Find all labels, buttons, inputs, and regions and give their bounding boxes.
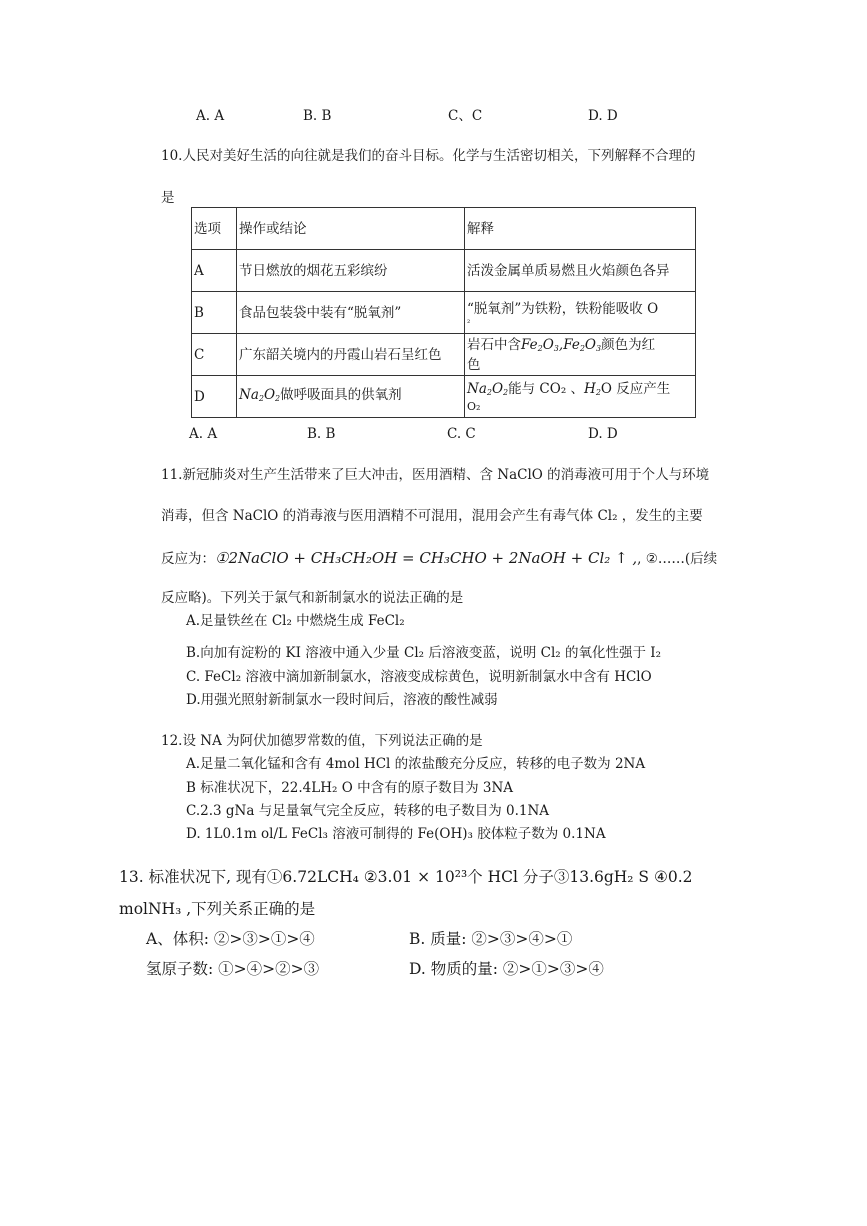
table-cell-explanation <box>465 334 696 376</box>
explanation-text: 颜色为红 <box>601 336 656 353</box>
q13-option-d: D. 物质的量: ②>①>③>④ <box>409 960 604 978</box>
table-row <box>192 376 696 418</box>
explanation-subscript: ₂ <box>467 315 471 325</box>
table-header-row <box>192 208 696 250</box>
formula-fe2o3: $Fe_2O_3,Fe_2O_3$ <box>521 336 602 353</box>
table-header-cell: 解释 <box>465 208 696 250</box>
q11-stem-line3 <box>161 549 717 568</box>
q11-equation: ①2NaClO + CH₃CH₂OH = CH₃CHO + 2NaOH + Cl₂ ↑ , <box>215 549 638 567</box>
q10-option-c: C. C <box>447 426 476 442</box>
table-cell-option: D <box>192 376 237 418</box>
table-row <box>192 250 696 292</box>
q11-option-d: D.用强光照射新制氯水一段时间后，溶液的酸性减弱 <box>186 692 498 708</box>
table-cell-operation: 节日燃放的烟花五彩缤纷 <box>237 250 465 292</box>
q12-option-b: B 标准状况下，22.4LH₂ O 中含有的原子数目为 3NA <box>186 780 514 796</box>
explanation-line: O₂ <box>467 399 481 413</box>
table-cell-option: A <box>192 250 237 292</box>
q9-option-c: C、C <box>448 108 483 124</box>
q11-stem-line1: 11.新冠肺炎对生产生活带来了巨大冲击，医用酒精、含 NaClO 的消毒液可用于个人与环境 <box>161 467 710 483</box>
q13-option-a: A、体积: ②>③>①>④ <box>146 930 315 948</box>
formula-na2o2: $Na_2O_2$ <box>467 380 509 397</box>
formula-h2: $H_2$ <box>584 380 601 397</box>
q11-option-b: B.向加有淀粉的 KI 溶液中通入少量 Cl₂ 后溶液变蓝，说明 Cl₂ 的氧化性强于 I₂ <box>186 645 662 661</box>
operation-text: 做呼吸面具的供氧剂 <box>280 386 402 403</box>
q10-option-d: D. D <box>588 426 618 442</box>
q10-option-b: B. B <box>307 426 336 442</box>
table-cell-option: B <box>192 292 237 334</box>
table-cell-option: C <box>192 334 237 376</box>
table-cell-operation: 食品包装袋中装有“脱氧剂” <box>237 292 465 334</box>
q12-option-a: A.足量二氧化锰和含有 4mol HCl 的浓盐酸充分反应，转移的电子数为 2NA <box>186 756 646 772</box>
explanation-text: 岩石中含 <box>467 336 521 353</box>
explanation-text: O 反应产生 <box>600 380 671 397</box>
table-cell-explanation: 活泼金属单质易燃且火焰颜色各异 <box>465 250 696 292</box>
table-cell-explanation <box>465 292 696 334</box>
q12-option-d: D. 1L0.1m ol/L FeCl₃ 溶液可制得的 Fe(OH)₃ 胶体粒子数为 0.1NA <box>186 826 606 842</box>
explanation-line: “脱氧剂”为铁粉，铁粉能吸收 O <box>467 300 659 317</box>
formula-na2o2: $Na_2O_2$ <box>239 386 281 403</box>
q12-option-c: C.2.3 gNa 与足量氧气完全反应，转移的电子数目为 0.1NA <box>186 803 550 819</box>
q10-stem-line2: 是 <box>161 190 175 206</box>
q13-stem-line1: 13. 标准状况下, 现有①6.72LCH₄ ②3.01 × 10²³个 HCl 分子③13.6gH₂ S ④0.2 <box>119 868 693 886</box>
q10-stem-line1: 10.人民对美好生活的向往就是我们的奋斗目标。化学与生活密切相关，下列解释不合理的 <box>161 148 696 164</box>
q11-stem-line4: 反应略)。下列关于氯气和新制氯水的说法正确的是 <box>161 590 464 606</box>
q10-option-a: A. A <box>189 426 218 442</box>
explanation-line <box>467 381 693 401</box>
table-row <box>192 334 696 376</box>
q11-option-c: C. FeCl₂ 溶液中滴加新制氯水，溶液变成棕黄色，说明新制氯水中含有 HClO <box>186 669 652 685</box>
q9-option-a: A. A <box>196 108 225 124</box>
table-cell-operation: 广东韶关境内的丹霞山岩石呈红色 <box>237 334 465 376</box>
q13-option-b: B. 质量: ②>③>④>① <box>409 930 573 948</box>
explanation-line <box>467 337 693 357</box>
q11-line3-suffix: , ②……(后续 <box>637 551 718 567</box>
q13-option-c: 氢原子数: ①>④>②>③ <box>146 960 320 978</box>
q13-stem-line2: molNH₃ ,下列关系正确的是 <box>119 900 316 918</box>
q10-table <box>191 207 696 418</box>
explanation-text: 能与 CO₂ 、 <box>508 380 585 397</box>
q11-option-a: A.足量铁丝在 Cl₂ 中燃烧生成 FeCl₂ <box>186 613 405 629</box>
table-header-cell: 选项 <box>192 208 237 250</box>
q11-line3-prefix: 反应为： <box>161 551 215 567</box>
table-row <box>192 292 696 334</box>
table-cell-operation <box>237 376 465 418</box>
q9-option-b: B. B <box>303 108 332 124</box>
q12-stem: 12.设 NA 为阿伏加德罗常数的值，下列说法正确的是 <box>161 733 483 749</box>
table-header-cell: 操作或结论 <box>237 208 465 250</box>
q11-stem-line2: 消毒，但含 NaClO 的消毒液与医用酒精不可混用，混用会产生有毒气体 Cl₂ ，发生的主要 <box>161 508 703 524</box>
table-cell-explanation <box>465 376 696 418</box>
explanation-line: 色 <box>467 356 481 373</box>
q9-option-d: D. D <box>588 108 618 124</box>
